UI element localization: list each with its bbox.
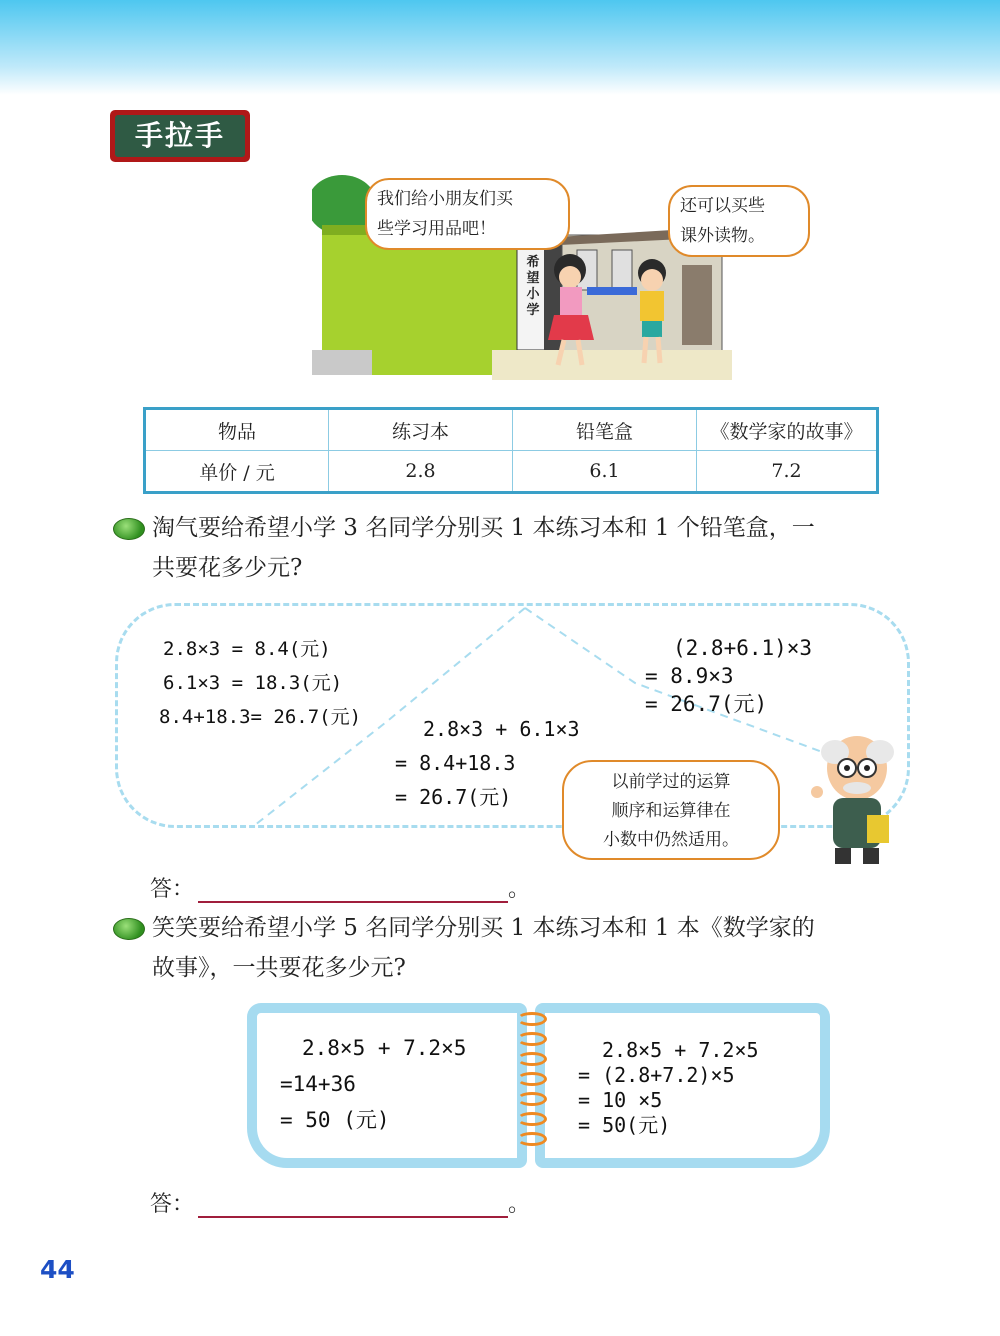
table-header-cell: 铅笔盒 — [513, 409, 697, 451]
answer-label: 答： — [150, 877, 195, 902]
table-cell: 6.1 — [513, 451, 697, 493]
question-line: 淘气要给希望小学 3 名同学分别买 1 本练习本和 1 个铅笔盒，一 — [152, 515, 815, 541]
teacher-speech-bubble — [562, 760, 780, 860]
question-1 — [112, 508, 922, 588]
answer-period: 。 — [508, 877, 531, 902]
table-row — [145, 451, 878, 493]
handwritten-line: = 50 (元) — [280, 1108, 390, 1132]
speech-bubble-left — [365, 178, 570, 250]
section-tag — [110, 110, 250, 162]
school-sign — [521, 255, 545, 319]
bubble-line: 还可以买些 — [680, 196, 765, 216]
table-cell: 7.2 — [697, 451, 878, 493]
table-cell: 2.8 — [329, 451, 513, 493]
method-a — [159, 632, 362, 734]
speech-bubble-right — [668, 185, 810, 257]
handwritten-line: = 8.9×3 — [645, 664, 734, 688]
method-b — [395, 712, 580, 814]
handwritten-line: 2.8×5 + 7.2×5 — [602, 1038, 759, 1062]
answer-line-2 — [150, 1187, 530, 1218]
handwritten-line: = 8.4+18.3 — [395, 751, 516, 775]
handwritten-line: (2.8+6.1)×3 — [673, 636, 813, 660]
table-header-cell: 练习本 — [329, 409, 513, 451]
ring-icon — [517, 1112, 547, 1126]
handwritten-line: 2.8×3 = 8.4(元) — [163, 638, 331, 660]
handwritten-line: = 26.7(元) — [645, 692, 768, 716]
bubble-line: 我们给小朋友们买 — [377, 189, 513, 209]
question-2 — [112, 908, 922, 988]
answer-period: 。 — [508, 1192, 531, 1217]
ring-icon — [517, 1012, 547, 1026]
school-sign-char: 小 — [526, 287, 540, 302]
bubble-line: 小数中仍然适用。 — [603, 830, 739, 850]
table-row-label: 单价 / 元 — [145, 451, 329, 493]
ring-icon — [517, 1092, 547, 1106]
table-header-cell: 物品 — [145, 409, 329, 451]
ring-icon — [517, 1132, 547, 1146]
section-tag-label: 手拉手 — [115, 115, 245, 157]
bubble-line: 课外读物。 — [680, 226, 765, 246]
question-line: 故事》，一共要花多少元? — [152, 955, 406, 981]
table-header-cell: 《数学家的故事》 — [697, 409, 878, 451]
top-color-band — [0, 0, 1000, 95]
bubble-line: 些学习用品吧！ — [377, 219, 496, 239]
handwritten-line: 2.8×3 + 6.1×3 — [423, 717, 580, 741]
method-c — [645, 634, 812, 718]
notebook-right-work — [578, 1038, 759, 1138]
answer-input-1[interactable] — [198, 881, 508, 903]
ring-icon — [517, 1072, 547, 1086]
answer-input-2[interactable] — [198, 1196, 508, 1218]
teacher-character — [805, 730, 905, 870]
question-line: 笑笑要给希望小学 5 名同学分别买 1 本练习本和 1 本《数学家的 — [152, 915, 815, 941]
table-header-row — [145, 409, 878, 451]
bubble-line: 顺序和运算律在 — [611, 801, 731, 821]
price-table — [143, 407, 879, 494]
school-sign-char: 望 — [526, 271, 540, 286]
notebook-left-work — [280, 1030, 466, 1138]
handwritten-line: = 26.7(元) — [395, 785, 512, 809]
handwritten-line: 2.8×5 + 7.2×5 — [302, 1036, 467, 1060]
handwritten-line: = 10 ×5 — [578, 1088, 663, 1112]
school-sign-char: 希 — [526, 255, 540, 270]
ring-icon — [517, 1032, 547, 1046]
handwritten-line: =14+36 — [280, 1072, 356, 1096]
handwritten-line: = 50(元) — [578, 1113, 671, 1137]
answer-line-1 — [150, 872, 530, 903]
ring-icon — [517, 1052, 547, 1066]
answer-label: 答： — [150, 1192, 195, 1217]
question-line: 共要花多少元? — [152, 555, 303, 581]
school-sign-char: 学 — [526, 303, 540, 318]
bubble-line: 以前学过的运算 — [611, 772, 731, 792]
handwritten-line: 6.1×3 = 18.3(元) — [163, 672, 343, 694]
page-number: 44 — [40, 1255, 75, 1284]
handwritten-line: 8.4+18.3= 26.7(元) — [159, 706, 362, 728]
handwritten-line: = (2.8+7.2)×5 — [578, 1063, 735, 1087]
